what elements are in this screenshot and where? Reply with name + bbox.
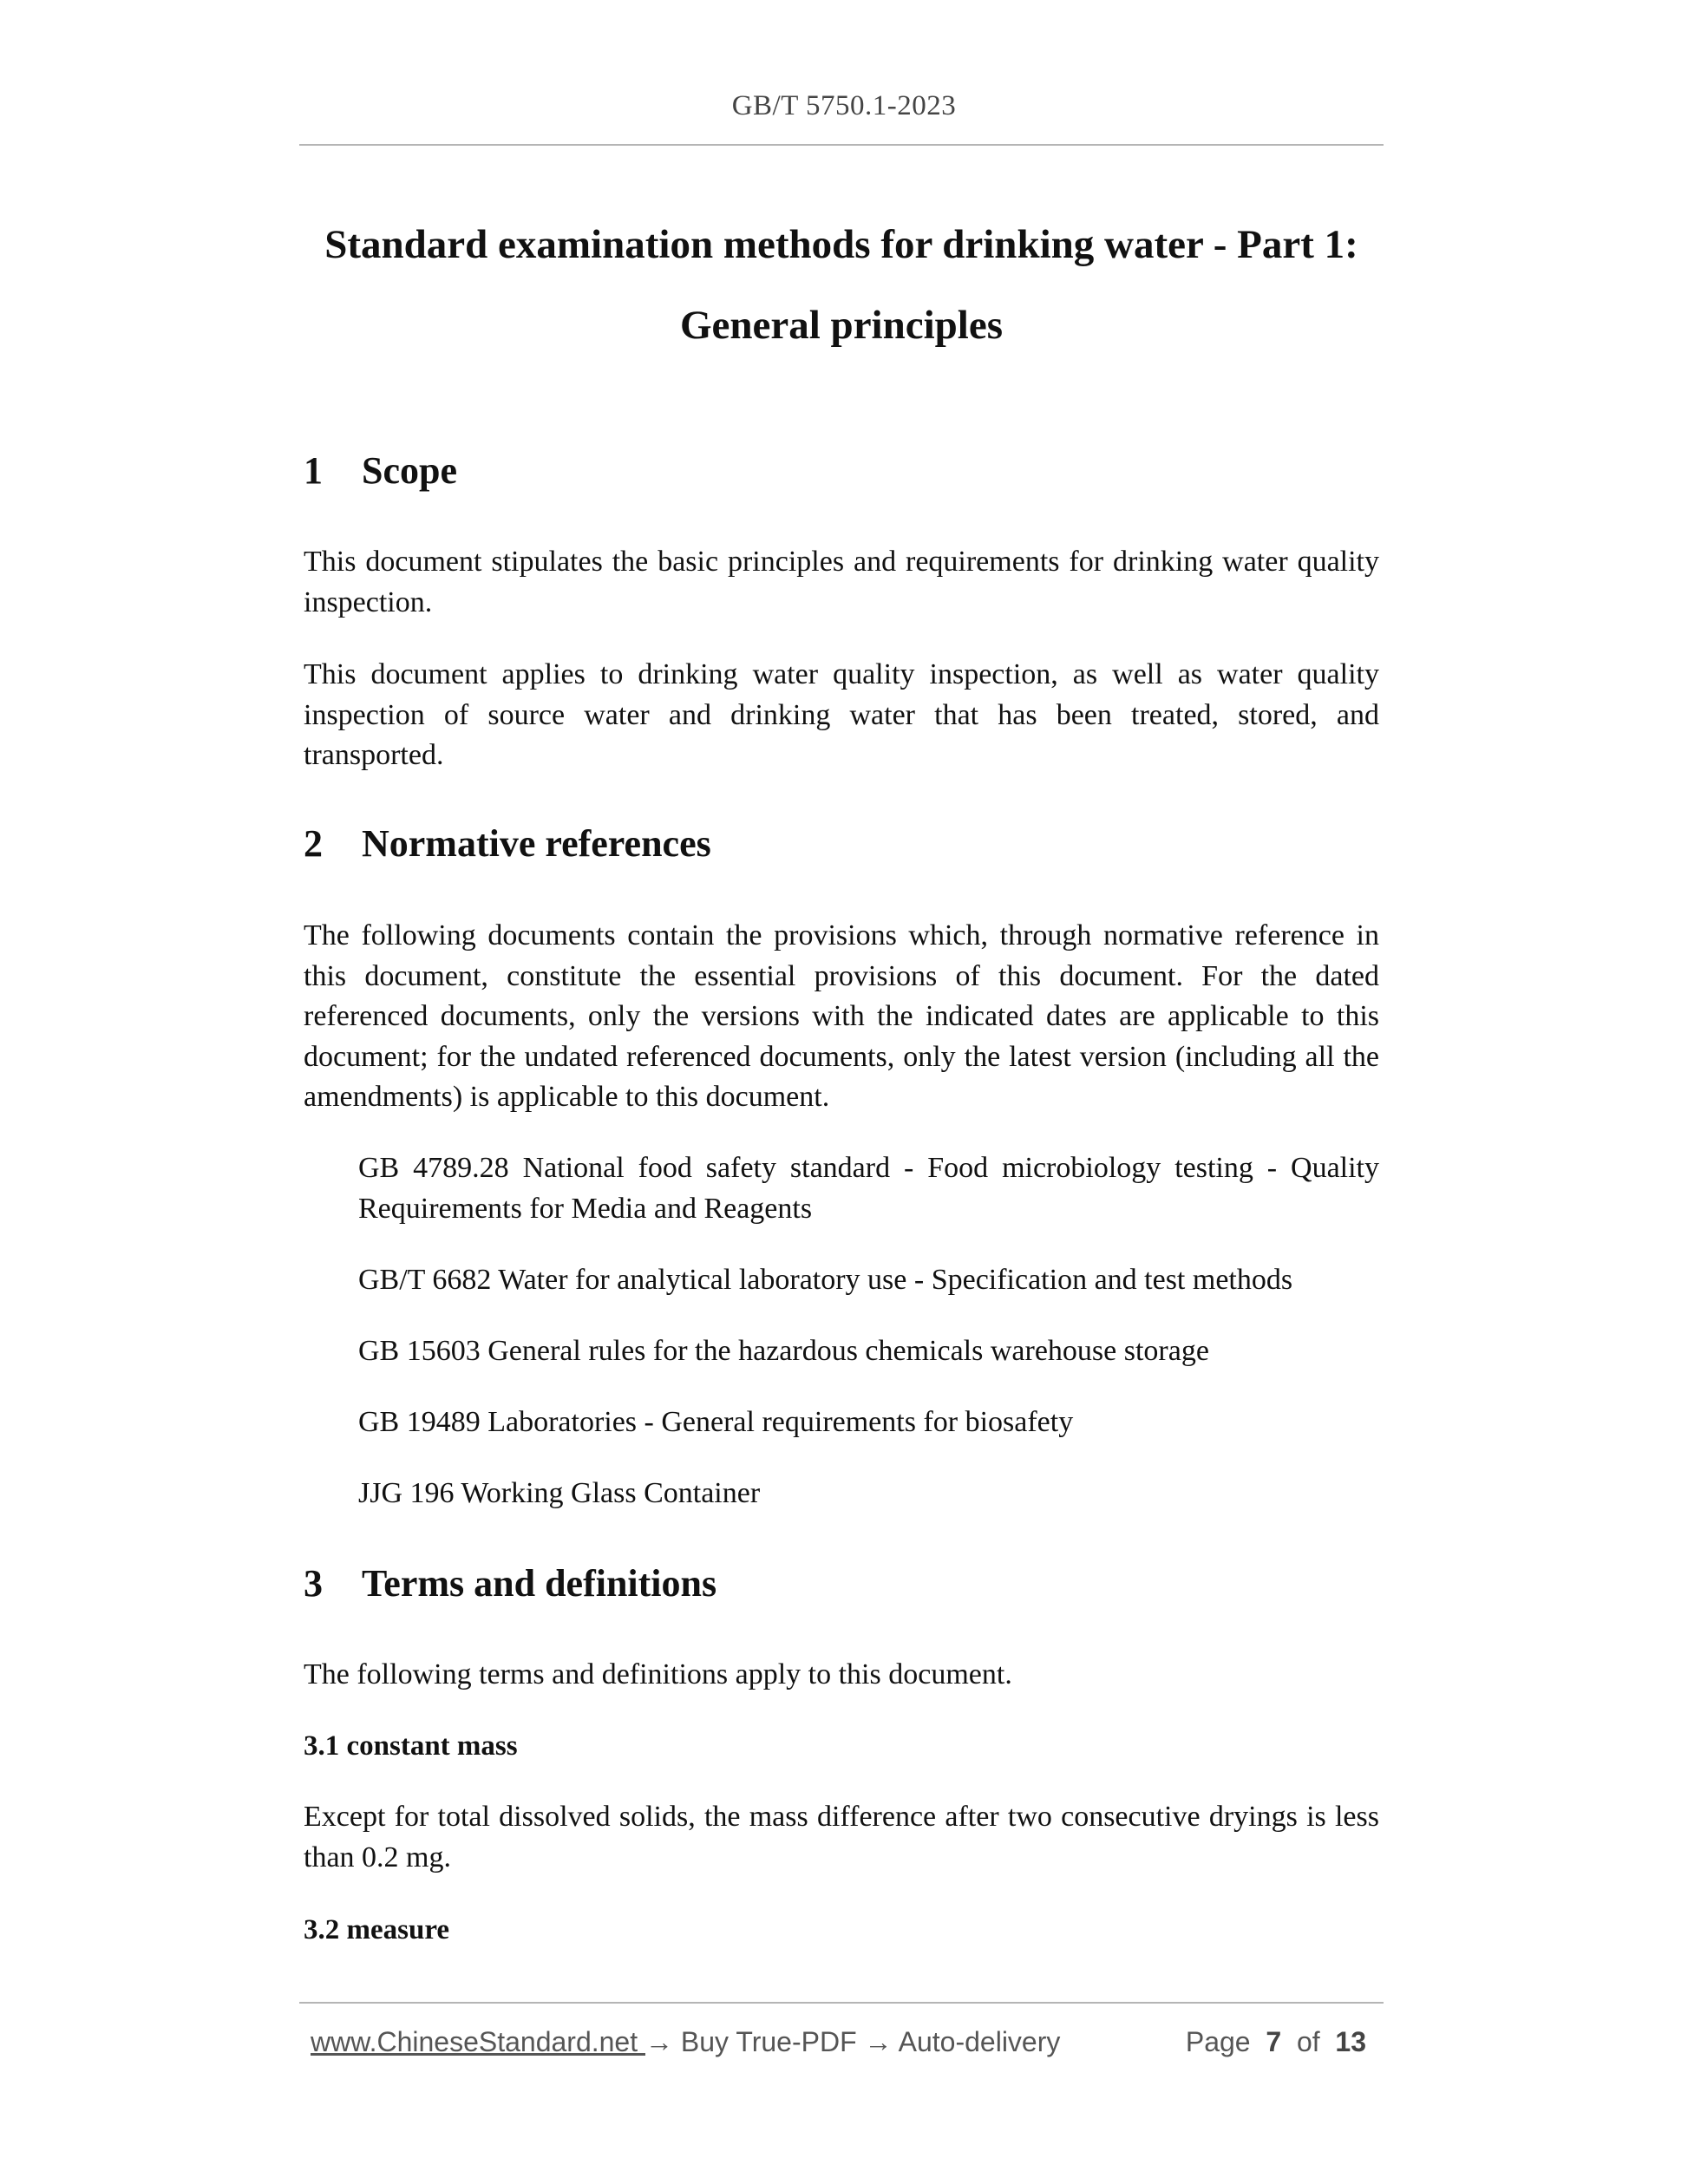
term-heading-constant-mass: 3.1 constant mass — [304, 1730, 518, 1762]
scope-paragraph-2: This document applies to drinking water quality inspection, as well as water quality inspection of source water and drinking water that has been treated, stored, and transported. — [304, 658, 1379, 771]
header-divider — [299, 144, 1384, 146]
section-title: Normative references — [362, 822, 711, 865]
normative-references-paragraph: The following documents contain the provisions which, through normative reference in this document, constitute the essential provisions of this document. For the dated referenced documents, only the versions with the indicated dates are applicable to this document; for the undated referenced documents, only the latest version (including all the amendments) is applicable to this document. — [304, 919, 1379, 1113]
reference-item: GB 4789.28 National food safety standard - Food microbiology testing - Quality Requirements for Media and Reagents — [358, 1152, 1379, 1225]
reference-item: GB 15603 General rules for the hazardous chemicals warehouse storage — [358, 1335, 1209, 1367]
header-doc-code: GB/T 5750.1-2023 — [731, 90, 957, 121]
chinese-standard-link[interactable]: www.ChineseStandard.net — [311, 2026, 645, 2057]
footer-divider — [299, 2002, 1384, 2004]
section-title: Terms and definitions — [362, 1562, 717, 1605]
section-title: Scope — [362, 449, 457, 492]
page-of: of — [1296, 2026, 1320, 2057]
arrow-right-icon: → — [645, 2026, 673, 2057]
arrow-right-icon: → — [864, 2026, 893, 2057]
term-heading-measure: 3.2 measure — [304, 1914, 450, 1945]
title-line-1: Standard examination methods for drinking water - Part 1: — [324, 222, 1358, 267]
scope-paragraph-1: This document stipulates the basic principles and requirements for drinking water quality inspection. — [304, 546, 1379, 618]
reference-item: GB 19489 Laboratories - General requirements for biosafety — [358, 1406, 1074, 1438]
terms-intro-paragraph: The following terms and definitions apply to this document. — [304, 1658, 1012, 1690]
section-heading-scope — [304, 447, 457, 495]
page-label: Page — [1185, 2026, 1251, 2057]
footer-promo — [311, 2023, 1060, 2061]
section-heading-normative-references — [304, 820, 711, 868]
section-number: 1 — [304, 449, 323, 492]
page-indicator — [1186, 2023, 1366, 2061]
footer-buy-text: Buy True-PDF — [673, 2026, 865, 2057]
footer-delivery-text: Auto-delivery — [892, 2026, 1061, 2057]
section-heading-terms-and-definitions — [304, 1560, 716, 1608]
title-line-2: General principles — [679, 303, 1004, 348]
document-title — [299, 205, 1384, 366]
reference-item: GB/T 6682 Water for analytical laboratory use - Specification and test methods — [358, 1264, 1293, 1296]
page-total: 13 — [1335, 2026, 1366, 2057]
page-current: 7 — [1266, 2026, 1282, 2057]
section-number: 3 — [304, 1562, 323, 1605]
term-definition-constant-mass: Except for total dissolved solids, the mass difference after two consecutive dryings is less than 0.2 mg. — [304, 1801, 1379, 1873]
reference-item: JJG 196 Working Glass Container — [358, 1477, 761, 1509]
section-number: 2 — [304, 822, 323, 865]
